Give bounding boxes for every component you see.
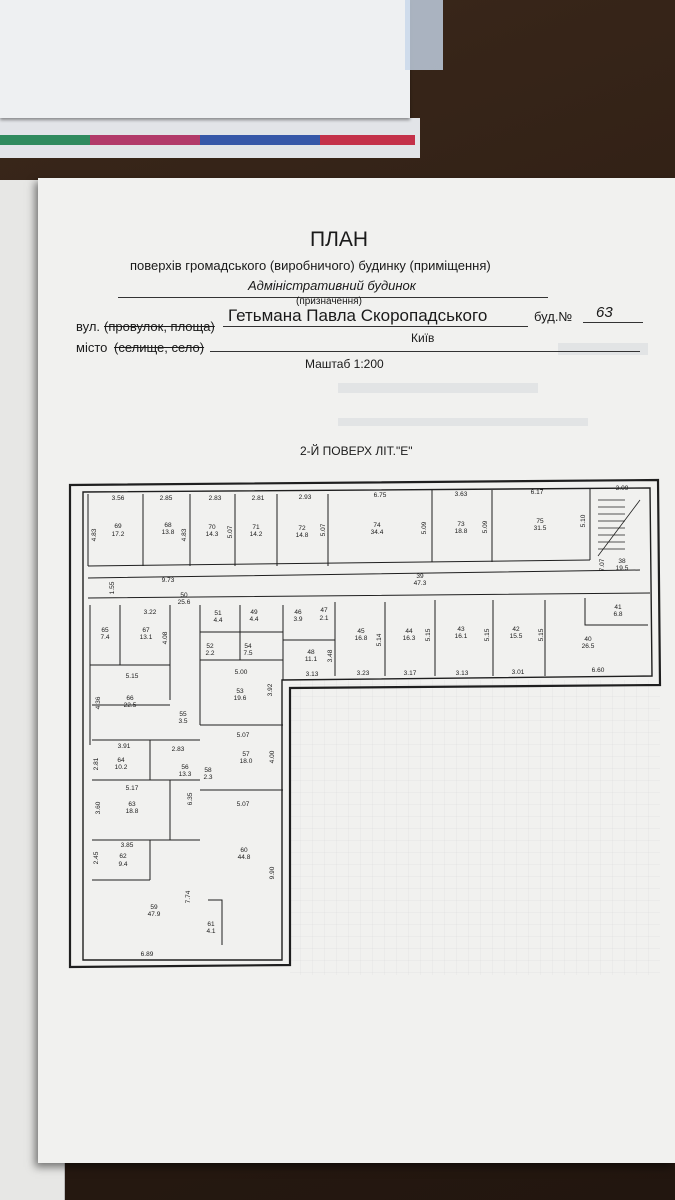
room-num: 64 [117, 757, 125, 764]
room-area: 18.8 [125, 808, 139, 815]
dimension: 4.00 [269, 750, 276, 764]
building-value: 63 [596, 304, 613, 321]
room-area: 4.4 [213, 617, 223, 624]
room-area: 19.6 [233, 695, 247, 702]
dimension: 3.63 [454, 491, 468, 498]
dimension: 1.55 [109, 581, 116, 595]
dimension: 2.83 [171, 746, 185, 753]
dimension: 9.90 [269, 866, 276, 880]
dimension: 2.93 [298, 494, 312, 501]
plan-subtitle: поверхів громадського (виробничого) будинку (приміщення) [130, 258, 491, 273]
room-area: 10.2 [114, 764, 128, 771]
room-area: 7.5 [243, 650, 253, 657]
room-num: 68 [164, 522, 172, 529]
dimension: 3.92 [267, 683, 274, 697]
room-num: 63 [128, 801, 136, 808]
dimension: 2.45 [93, 851, 100, 865]
dimension: 2.81 [93, 757, 100, 771]
room-num: 69 [114, 523, 122, 530]
room-num: 55 [179, 711, 187, 718]
purpose-value: Адміністративний будинок [248, 278, 416, 293]
dimension: 5.09 [482, 520, 489, 534]
room-num: 47 [320, 607, 328, 614]
room-area: 4.1 [206, 928, 216, 935]
room-num: 44 [405, 628, 413, 635]
room-area: 2.2 [205, 650, 215, 657]
dimension: 3.91 [117, 743, 131, 750]
dimension: 5.17 [125, 785, 139, 792]
dimension: 3.01 [511, 669, 525, 676]
room-num: 66 [126, 695, 134, 702]
room-area: 11.1 [304, 656, 318, 663]
dimension: 3.60 [95, 801, 102, 815]
dimension: 6.60 [591, 667, 605, 674]
purpose-caption: (призначення) [296, 296, 362, 307]
dimension: 2.85 [159, 495, 173, 502]
room-area: 31.5 [533, 525, 547, 532]
dimension: 4.83 [181, 528, 188, 542]
room-num: 40 [584, 636, 592, 643]
room-area: 16.1 [454, 633, 468, 640]
dimension: 7.07 [599, 558, 606, 572]
dimension: 5.07 [236, 732, 250, 739]
room-num: 72 [298, 525, 306, 532]
room-num: 74 [373, 522, 381, 529]
dimension: 3.17 [403, 670, 417, 677]
room-num: 53 [236, 688, 244, 695]
dimension: 3.56 [111, 495, 125, 502]
dimension: 5.15 [125, 673, 139, 680]
room-area: 3.5 [178, 718, 188, 725]
room-area: 22.5 [123, 702, 137, 709]
room-area: 17.2 [111, 531, 125, 538]
dimension: 4.83 [91, 528, 98, 542]
room-num: 45 [357, 628, 365, 635]
street-struck: (провулок, площа) [104, 319, 215, 334]
staircase [598, 500, 640, 556]
scale-label: Маштаб 1:200 [305, 357, 384, 371]
room-area: 14.3 [205, 531, 219, 538]
room-num: 49 [250, 609, 258, 616]
room-num: 73 [457, 521, 465, 528]
room-area: 25.6 [177, 599, 191, 606]
city-struck: (селище, село) [114, 340, 205, 355]
room-num: 67 [142, 627, 150, 634]
city-value: Київ [411, 331, 435, 345]
dimension: 3.23 [356, 670, 370, 677]
dimension: 5.07 [236, 801, 250, 808]
room-num: 75 [536, 518, 544, 525]
room-area: 13.1 [139, 634, 153, 641]
room-area: 14.2 [249, 531, 263, 538]
room-area: 34.4 [370, 529, 384, 536]
room-num: 39 [416, 573, 424, 580]
plan-title: ПЛАН [310, 228, 369, 251]
dimension: 9.73 [161, 577, 175, 584]
room-area: 7.4 [100, 634, 110, 641]
room-area: 4.4 [249, 616, 259, 623]
room-area: 13.8 [161, 529, 175, 536]
dimension: 6.35 [187, 792, 194, 806]
floor-title: 2-Й ПОВЕРХ ЛІТ."Е" [300, 444, 413, 458]
dimension: 4.08 [162, 631, 169, 645]
room-num: 71 [252, 524, 260, 531]
dimension: 3.48 [327, 649, 334, 663]
room-num: 38 [618, 558, 626, 565]
room-num: 56 [181, 764, 189, 771]
room-area: 26.5 [581, 643, 595, 650]
room-area: 47.3 [413, 580, 427, 587]
room-num: 51 [214, 610, 222, 617]
room-num: 62 [119, 853, 127, 860]
room-num: 41 [614, 604, 622, 611]
room-num: 42 [512, 626, 520, 633]
dimension: 5.09 [421, 521, 428, 535]
room-num: 70 [208, 524, 216, 531]
room-num: 61 [207, 921, 215, 928]
dimension: 6.75 [373, 492, 387, 499]
room-area: 9.4 [118, 861, 128, 868]
room-num: 48 [307, 649, 315, 656]
dimension: 3.13 [305, 671, 319, 678]
dimension: 3.13 [455, 670, 469, 677]
room-area: 15.5 [509, 633, 523, 640]
room-num: 58 [204, 767, 212, 774]
room-area: 2.3 [203, 774, 213, 781]
room-num: 57 [242, 751, 250, 758]
room-area: 2.1 [319, 615, 329, 622]
room-area: 19.5 [615, 565, 629, 572]
dimension: 5.00 [234, 669, 248, 676]
room-area: 16.8 [354, 635, 368, 642]
dimension: 3.85 [120, 842, 134, 849]
room-num: 50 [180, 592, 188, 599]
street-value: Гетьмана Павла Скоропадського [228, 306, 488, 325]
room-num: 46 [294, 609, 302, 616]
dimension: 6.17 [530, 489, 544, 496]
dimension: 4.36 [95, 696, 102, 710]
room-num: 60 [240, 847, 248, 854]
room-area: 47.9 [147, 911, 161, 918]
dimension: 6.89 [140, 951, 154, 958]
dimension: 2.81 [251, 495, 265, 502]
dimension: 3.09 [615, 485, 629, 492]
room-area: 44.8 [237, 854, 251, 861]
dimension: 5.15 [484, 628, 491, 642]
dimension: 5.07 [227, 525, 234, 539]
room-area: 3.9 [293, 616, 303, 623]
room-area: 18.8 [454, 528, 468, 535]
room-num: 59 [150, 904, 158, 911]
graph-grid [290, 680, 660, 975]
dimension: 5.14 [376, 633, 383, 647]
room-area: 13.3 [178, 771, 192, 778]
room-area: 18.0 [239, 758, 253, 765]
room-num: 54 [244, 643, 252, 650]
dimension: 7.74 [185, 890, 192, 904]
room-num: 65 [101, 627, 109, 634]
dimension: 5.07 [320, 523, 327, 537]
room-num: 43 [457, 626, 465, 633]
dimension: 5.15 [538, 628, 545, 642]
city-label: місто [76, 340, 108, 355]
room-area: 14.8 [295, 532, 309, 539]
dimension: 3.22 [143, 609, 157, 616]
dimension: 2.83 [208, 495, 222, 502]
room-area: 16.3 [402, 635, 416, 642]
building-label: буд.№ [534, 309, 573, 324]
room-area: 6.8 [613, 611, 623, 618]
room-num: 52 [206, 643, 214, 650]
street-label: вул. [76, 319, 101, 334]
dimension: 5.10 [580, 514, 587, 528]
dimension: 5.15 [425, 628, 432, 642]
